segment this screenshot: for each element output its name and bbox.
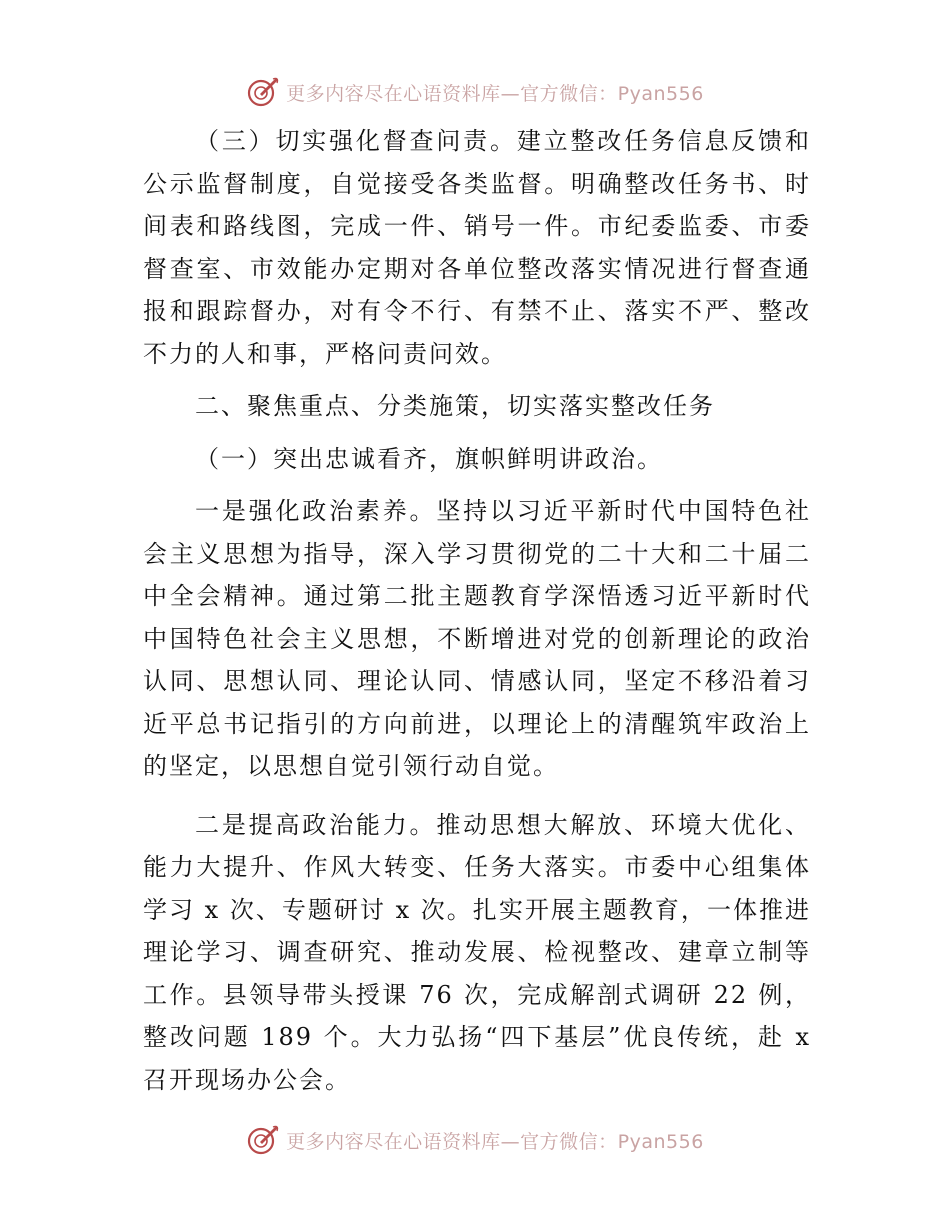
paragraph-political-literacy: 一是强化政治素养。坚持以习近平新时代中国特色社会主义思想为指导，深入学习贯彻党的二十大和二十届二中全会精神。通过第二批主题教育学深悟透习近平新时代中国特色社会主义思想，不断增进对党的创新理论的政治认同、思想认同、理论认同、情感认同，坚定不移沿着习近平总书记指引的方向前进，以理论上的清醒筑牢政治上的坚定，以思想自觉引领行动自觉。 — [143, 497, 811, 780]
section-heading-two: 二、聚焦重点、分类施策，切实落实整改任务 — [195, 392, 715, 420]
paragraph-supervision: （三）切实强化督查问责。建立整改任务信息反馈和公示监督制度，自觉接受各类监督。明确整改任务书、时间表和路线图，完成一件、销号一件。市纪委监委、市委督查室、市效能办定期对各单位整改落实情况进行督查通报和跟踪督办，对有令不行、有禁不止、落实不严、整改不力的人和事，严格问责问效。 — [143, 127, 811, 368]
watermark-text: 更多内容尽在心语资料库—官方微信：Pyan556 — [286, 1130, 704, 1153]
document-body — [143, 120, 811, 1101]
quill-circle-icon — [246, 1123, 280, 1157]
watermark-header — [0, 72, 950, 112]
paragraph-political-ability: 二是提高政治能力。推动思想大解放、环境大优化、能力大提升、作风大转变、任务大落实。市委中心组集体学习 x 次、专题研讨 x 次。扎实开展主题教育，一体推进理论学习、调查研究、推动发展、检视整改、建章立制等工作。县领导带头授课 76 次，完成解剖式调研 22 例，整改问题 189 个。大力弘扬“四下基层”优良传统，赴 x 召开现场办公会。 — [143, 810, 811, 1094]
quill-circle-icon — [246, 75, 280, 109]
watermark-text: 更多内容尽在心语资料库—官方微信：Pyan556 — [286, 82, 704, 105]
watermark-footer — [0, 1120, 950, 1160]
subsection-heading-loyalty: （一）突出忠诚看齐，旗帜鲜明讲政治。 — [195, 444, 663, 473]
